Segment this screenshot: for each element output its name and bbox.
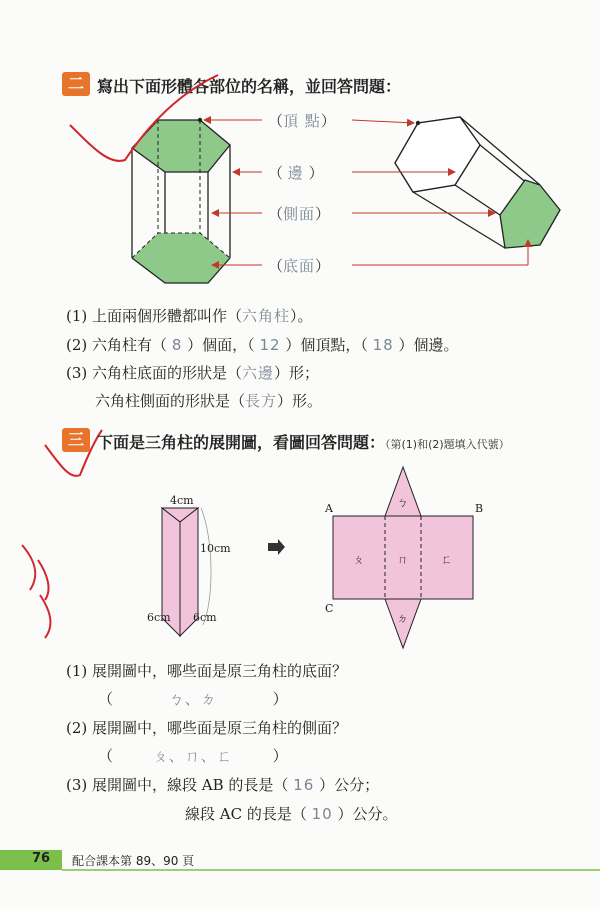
label-vertex: （頂 點） — [268, 112, 336, 130]
s2-question-2: (2) 六角柱有（ 8 ）個面，（ 12 ）個頂點，（ 18 ）個邊。 — [66, 336, 459, 354]
section-3-title: 下面是三角柱的展開圖，看圖回答問題：（第(1)和(2)題填入代號） — [97, 433, 510, 452]
section-2-badge: 二 — [62, 72, 90, 96]
net-point-c: C — [325, 602, 334, 615]
footer-green-bar — [0, 850, 62, 870]
prism-label-bottom-left: 6cm — [147, 611, 171, 624]
label-base-face: （底面） — [268, 257, 331, 275]
net-face-top: ㄅ — [397, 496, 408, 509]
prism-label-bottom-right: 6cm — [193, 611, 217, 624]
s3-answer-2: （ ㄆ、ㄇ、ㄈ ） — [98, 747, 288, 765]
s2-question-1: (1) 上面兩個形體都叫作（六角柱）。 — [66, 307, 313, 325]
handwritten-score — [22, 545, 50, 638]
s3-question-1: (1) 展開圖中，哪些面是原三角柱的底面？ — [66, 662, 348, 680]
right-arrow-icon — [268, 539, 285, 555]
s3-question-3b: 線段 AC 的長是（ 10 ）公分。 — [185, 805, 398, 823]
section-2-title: 寫出下面形體各部位的名稱，並回答問題： — [97, 77, 402, 96]
tilted-hex-prism — [395, 117, 560, 248]
label-arrows — [204, 120, 528, 265]
net-face-right: ㄈ — [441, 553, 452, 566]
s2-question-3a: (3) 六角柱底面的形狀是（六邊）形； — [66, 364, 320, 382]
net-face-middle: ㄇ — [397, 553, 408, 566]
prism-label-top: 4cm — [170, 494, 194, 507]
page-number: 76 — [32, 851, 51, 866]
vertical-hex-prism — [132, 118, 230, 283]
net-point-a: A — [325, 502, 333, 515]
s3-question-2: (2) 展開圖中，哪些面是原三角柱的側面？ — [66, 719, 348, 737]
label-side-face: （側面） — [268, 205, 331, 223]
section-3-badge: 三 — [62, 428, 90, 452]
s3-question-3a: (3) 展開圖中，線段 AB 的長是（ 16 ）公分； — [66, 776, 380, 794]
net-face-left: ㄆ — [353, 553, 364, 566]
label-edge: （ 邊 ） — [268, 164, 324, 182]
net-face-bottom: ㄉ — [397, 612, 408, 625]
net-point-b: B — [475, 502, 484, 515]
section-3-note: （第(1)和(2)題填入代號） — [385, 438, 510, 451]
s3-answer-1: （ ㄅ、ㄉ ） — [98, 690, 288, 708]
footer-reference: 配合課本第 89、90 頁 — [72, 854, 195, 868]
s2-question-3b: 六角柱側面的形狀是（長方）形。 — [95, 392, 323, 410]
prism-label-side: 10cm — [200, 542, 231, 555]
